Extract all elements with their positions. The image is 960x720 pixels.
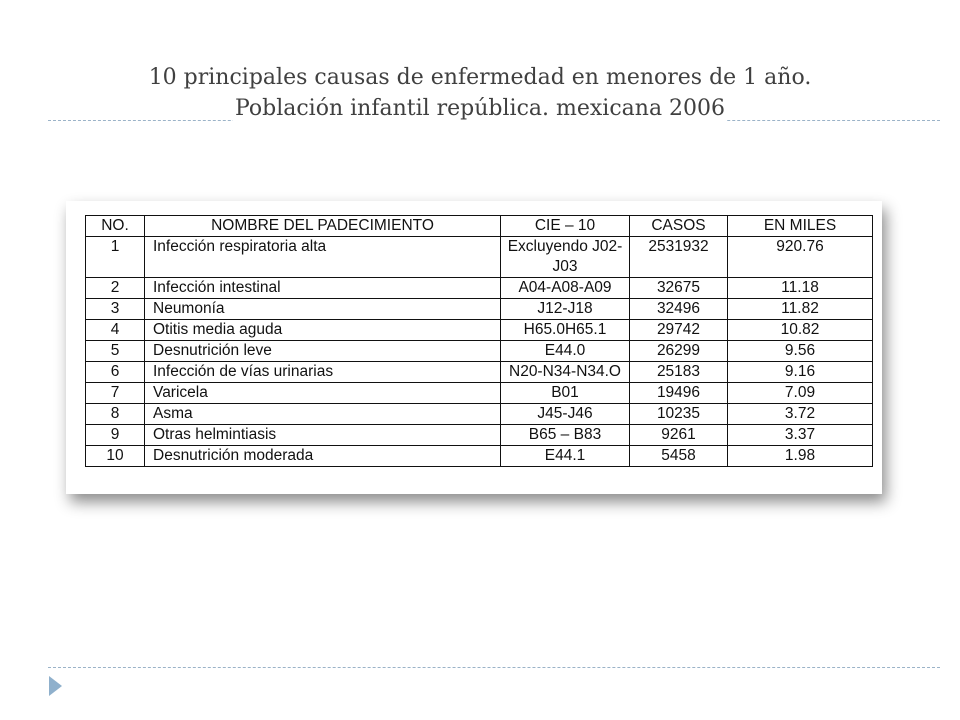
table-row	[86, 404, 873, 425]
cell-miles: 7.09	[728, 383, 873, 404]
table-row	[86, 237, 873, 278]
cell-miles: 3.37	[728, 425, 873, 446]
slide-title-line-1: 10 principales causas de enfermedad en menores de 1 año.	[148, 65, 812, 90]
cell-casos: 32675	[630, 278, 728, 299]
cell-cie: E44.0	[501, 341, 630, 362]
cell-name: Neumonía	[145, 299, 501, 320]
cell-cie: B65 – B83	[501, 425, 630, 446]
cell-name: Varicela	[145, 383, 501, 404]
cell-miles: 3.72	[728, 404, 873, 425]
cell-casos: 19496	[630, 383, 728, 404]
cell-name: Infección intestinal	[145, 278, 501, 299]
cell-no: 3	[86, 299, 145, 320]
header-no: NO.	[86, 216, 145, 237]
table-row	[86, 299, 873, 320]
cell-miles: 10.82	[728, 320, 873, 341]
cell-casos: 32496	[630, 299, 728, 320]
cell-cie: B01	[501, 383, 630, 404]
header-casos: CASOS	[630, 216, 728, 237]
table-row	[86, 446, 873, 467]
table-row	[86, 383, 873, 404]
cell-cie: A04-A08-A09	[501, 278, 630, 299]
disease-table	[85, 215, 873, 467]
header-miles: EN MILES	[728, 216, 873, 237]
table-row	[86, 341, 873, 362]
cell-no: 6	[86, 362, 145, 383]
cell-name: Desnutrición moderada	[145, 446, 501, 467]
cell-name: Desnutrición leve	[145, 341, 501, 362]
cell-cie: E44.1	[501, 446, 630, 467]
table-row	[86, 362, 873, 383]
cell-no: 1	[86, 237, 145, 278]
table-header-row	[86, 216, 873, 237]
table-image-frame	[66, 201, 882, 494]
cell-casos: 9261	[630, 425, 728, 446]
table-row	[86, 278, 873, 299]
cell-miles: 9.56	[728, 341, 873, 362]
cell-no: 10	[86, 446, 145, 467]
cell-miles: 1.98	[728, 446, 873, 467]
cell-cie: J12-J18	[501, 299, 630, 320]
slide-title	[0, 62, 960, 124]
header-name: NOMBRE DEL PADECIMIENTO	[145, 216, 501, 237]
cell-name: Infección de vías urinarias	[145, 362, 501, 383]
cell-name: Otras helmintiasis	[145, 425, 501, 446]
cell-casos: 29742	[630, 320, 728, 341]
header-cie: CIE – 10	[501, 216, 630, 237]
cell-miles: 9.16	[728, 362, 873, 383]
cell-casos: 26299	[630, 341, 728, 362]
cell-name: Asma	[145, 404, 501, 425]
cell-cie: N20-N34-N34.O	[501, 362, 630, 383]
triangle-right-icon	[49, 676, 62, 696]
cell-no: 7	[86, 383, 145, 404]
cell-no: 5	[86, 341, 145, 362]
cell-casos: 25183	[630, 362, 728, 383]
cell-casos: 2531932	[630, 237, 728, 278]
cell-miles: 11.18	[728, 278, 873, 299]
cell-casos: 10235	[630, 404, 728, 425]
cell-no: 2	[86, 278, 145, 299]
table-row	[86, 425, 873, 446]
cell-miles: 920.76	[728, 237, 873, 278]
cell-no: 8	[86, 404, 145, 425]
table-body	[86, 237, 873, 467]
cell-no: 9	[86, 425, 145, 446]
footer-divider	[48, 667, 940, 668]
table-row	[86, 320, 873, 341]
cell-casos: 5458	[630, 446, 728, 467]
cell-no: 4	[86, 320, 145, 341]
cell-cie: Excluyendo J02-J03	[501, 237, 630, 278]
cell-miles: 11.82	[728, 299, 873, 320]
slide-title-line-2: Población infantil república. mexicana 2006	[233, 93, 727, 124]
cell-cie: H65.0H65.1	[501, 320, 630, 341]
cell-cie: J45-J46	[501, 404, 630, 425]
cell-name: Otitis media aguda	[145, 320, 501, 341]
cell-name: Infección respiratoria alta	[145, 237, 501, 278]
